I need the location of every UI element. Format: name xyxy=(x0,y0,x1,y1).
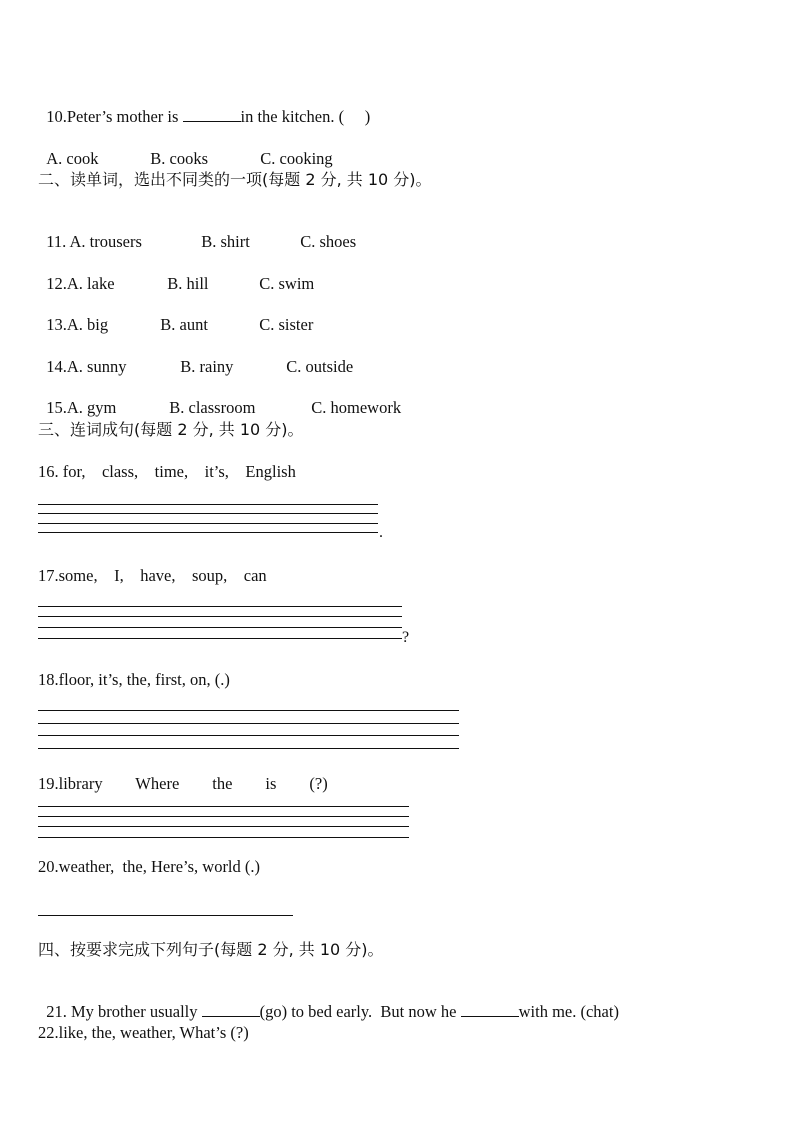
question-21 xyxy=(38,982,619,1022)
question-11 xyxy=(38,212,356,252)
q13-option-a: 13.A. big xyxy=(46,315,109,334)
q13-option-b: B. aunt xyxy=(160,315,208,334)
q10-stem-b: in the kitchen. ( ) xyxy=(240,107,371,126)
q21-blank-1[interactable] xyxy=(202,1002,260,1017)
question-13 xyxy=(38,295,313,335)
q15-option-a: 15.A. gym xyxy=(46,398,117,417)
question-15 xyxy=(38,378,401,418)
question-10-stem xyxy=(38,87,370,127)
q14-option-c: C. outside xyxy=(286,357,354,376)
q10-stem-a: 10.Peter’s mother is xyxy=(46,107,183,126)
question-14 xyxy=(38,337,353,377)
q12-option-a: 12.A. lake xyxy=(46,274,115,293)
q16-end-punctuation: . xyxy=(379,524,383,541)
question-16-words: 16. for, class, time, it’s, English xyxy=(38,462,296,481)
section-2-heading: 二、读单词，选出不同类的一项(每题 2 分, 共 10 分)。 xyxy=(38,170,432,189)
q11-option-a: 11. A. trousers xyxy=(46,232,142,251)
q12-option-b: B. hill xyxy=(167,274,209,293)
q12-option-c: C. swim xyxy=(259,274,315,293)
q21-blank-2[interactable] xyxy=(461,1002,519,1017)
q21-part-c: with me. (chat) xyxy=(518,1002,619,1021)
q10-blank[interactable] xyxy=(183,107,241,122)
q10-option-b: B. cooks xyxy=(150,149,208,168)
q15-option-c: C. homework xyxy=(311,398,402,417)
question-17-words: 17.some, I, have, soup, can xyxy=(38,566,267,585)
question-19-words: 19.library Where the is (?) xyxy=(38,774,328,793)
question-12 xyxy=(38,254,314,294)
question-18-words: 18.floor, it’s, the, first, on, (.) xyxy=(38,670,230,689)
q10-option-a: A. cook xyxy=(46,149,99,168)
question-10-options xyxy=(38,129,333,169)
q21-part-b: (go) to bed early. But now he xyxy=(259,1002,461,1021)
q15-option-b: B. classroom xyxy=(169,398,256,417)
q13-option-c: C. sister xyxy=(259,315,314,334)
q11-option-c: C. shoes xyxy=(300,232,357,251)
q21-part-a: 21. My brother usually xyxy=(46,1002,202,1021)
section-3-heading: 三、连词成句(每题 2 分, 共 10 分)。 xyxy=(38,420,304,439)
q14-option-b: B. rainy xyxy=(180,357,234,376)
q11-option-b: B. shirt xyxy=(201,232,250,251)
q17-end-punctuation: ? xyxy=(402,629,410,646)
question-22-words: 22.like, the, weather, What’s (?) xyxy=(38,1023,249,1042)
q10-option-c: C. cooking xyxy=(260,149,333,168)
question-20-words: 20.weather, the, Here’s, world (.) xyxy=(38,857,261,876)
q14-option-a: 14.A. sunny xyxy=(46,357,127,376)
section-4-heading: 四、按要求完成下列句子(每题 2 分, 共 10 分)。 xyxy=(38,940,384,959)
